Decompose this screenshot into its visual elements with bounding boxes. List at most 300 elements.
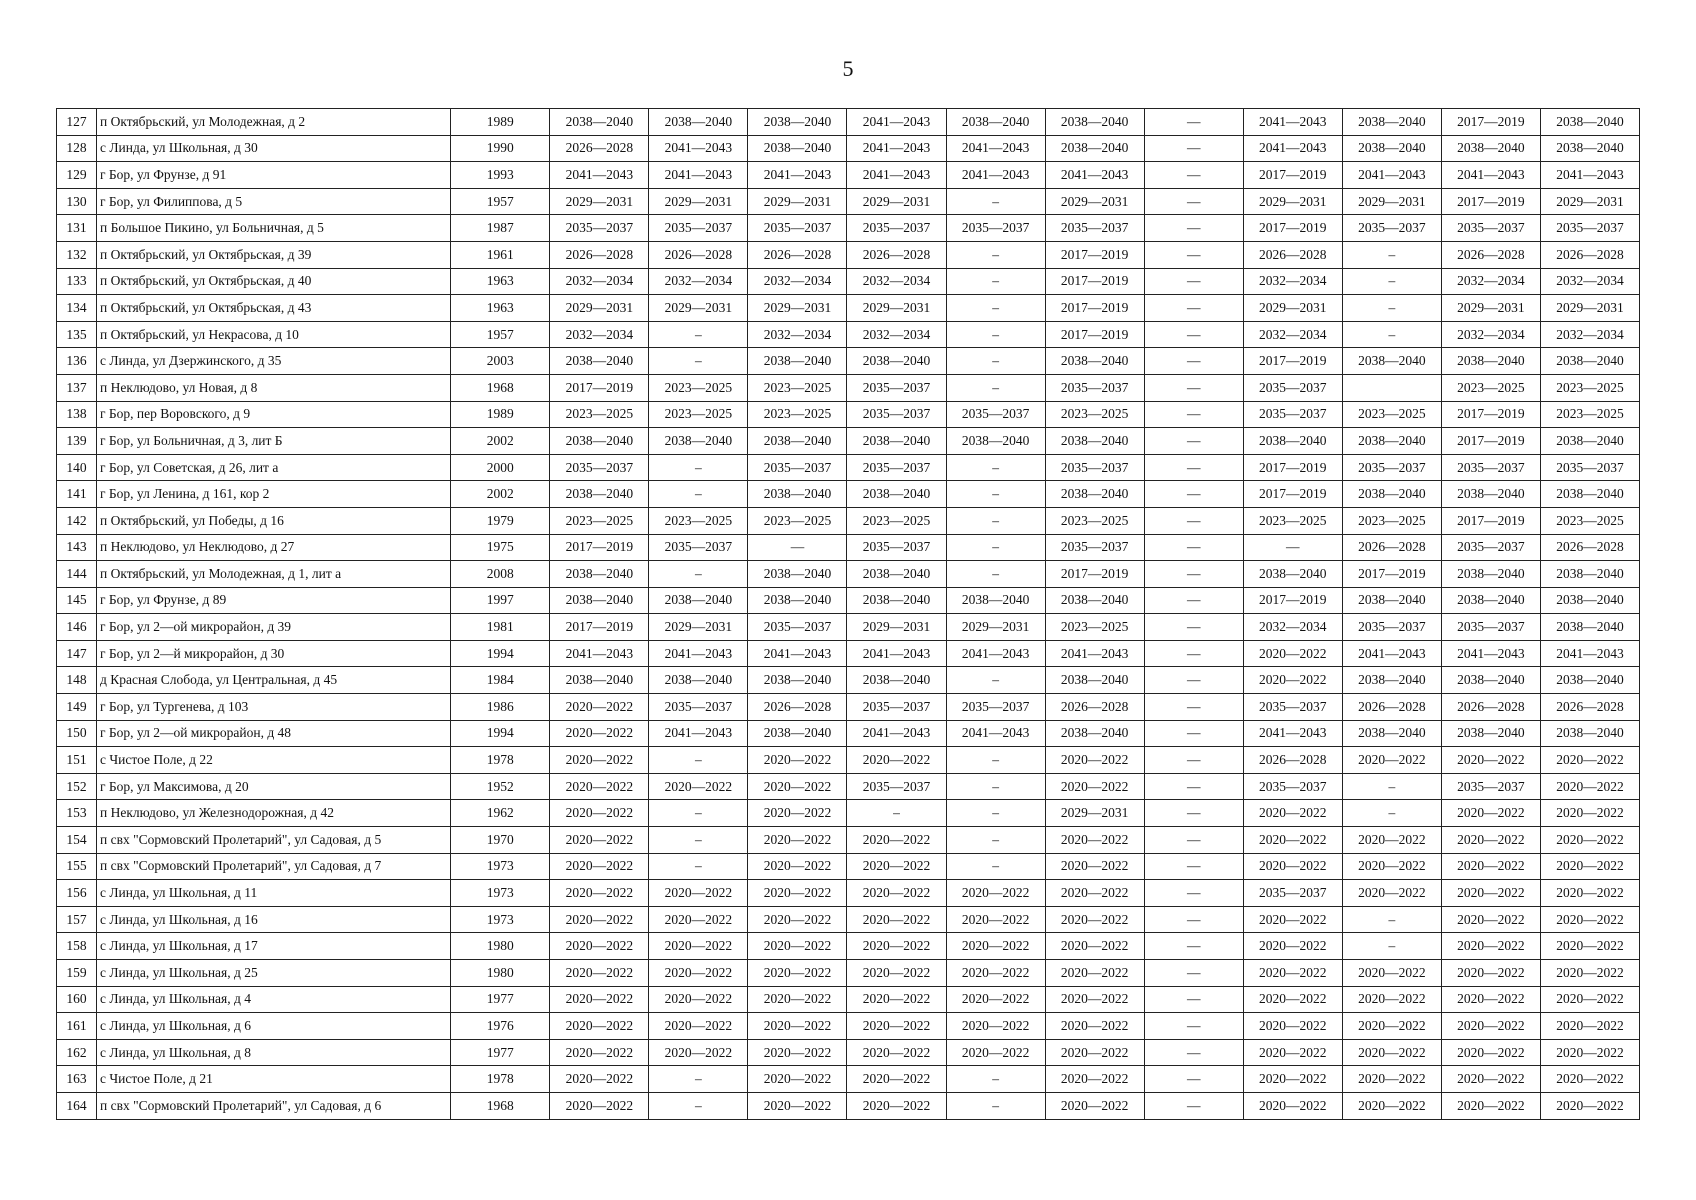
table-row: [57, 960, 1640, 987]
period-cell: —: [1144, 374, 1243, 401]
period-cell: 2038—2040: [1441, 135, 1540, 162]
period-cell: 2020—2022: [748, 1013, 847, 1040]
period-cell: —: [1243, 534, 1342, 561]
period-cell: 2020—2022: [649, 880, 748, 907]
address-cell: г Бор, ул Тургенева, д 103: [97, 694, 451, 721]
period-cell: –: [946, 454, 1045, 481]
year-cell: 1989: [451, 109, 550, 136]
period-cell: —: [1144, 1039, 1243, 1066]
period-cell: 2020—2022: [1540, 773, 1639, 800]
year-cell: 1994: [451, 720, 550, 747]
row-number-cell: 139: [57, 428, 97, 455]
period-cell: –: [649, 481, 748, 508]
period-cell: 2029—2031: [748, 188, 847, 215]
row-number-cell: 155: [57, 853, 97, 880]
period-cell: 2038—2040: [748, 348, 847, 375]
period-cell: –: [946, 1066, 1045, 1093]
period-cell: 2041—2043: [1045, 162, 1144, 189]
period-cell: —: [1144, 401, 1243, 428]
period-cell: 2023—2025: [1045, 507, 1144, 534]
period-cell: 2038—2040: [1342, 135, 1441, 162]
year-cell: 2002: [451, 428, 550, 455]
period-cell: 2032—2034: [1243, 321, 1342, 348]
period-cell: –: [847, 800, 946, 827]
period-cell: 2017—2019: [1243, 162, 1342, 189]
period-cell: 2017—2019: [1045, 321, 1144, 348]
period-cell: —: [1144, 1066, 1243, 1093]
period-cell: 2035—2037: [1342, 614, 1441, 641]
period-cell: 2032—2034: [649, 268, 748, 295]
table-row: [57, 295, 1640, 322]
period-cell: 2038—2040: [1045, 135, 1144, 162]
period-cell: 2020—2022: [1540, 800, 1639, 827]
period-cell: —: [1144, 295, 1243, 322]
period-cell: 2038—2040: [1441, 481, 1540, 508]
year-cell: 1975: [451, 534, 550, 561]
period-cell: 2038—2040: [1540, 428, 1639, 455]
period-cell: 2038—2040: [649, 428, 748, 455]
period-cell: 2038—2040: [748, 481, 847, 508]
year-cell: 1994: [451, 640, 550, 667]
period-cell: 2035—2037: [847, 694, 946, 721]
period-cell: 2020—2022: [1540, 853, 1639, 880]
period-cell: —: [1144, 986, 1243, 1013]
period-cell: 2038—2040: [1441, 587, 1540, 614]
period-cell: 2035—2037: [1243, 694, 1342, 721]
period-cell: 2041—2043: [1243, 720, 1342, 747]
period-cell: 2017—2019: [1045, 241, 1144, 268]
period-cell: 2017—2019: [1441, 428, 1540, 455]
period-cell: 2020—2022: [1441, 800, 1540, 827]
period-cell: 2020—2022: [748, 906, 847, 933]
address-cell: п Неклюдово, ул Новая, д 8: [97, 374, 451, 401]
period-cell: 2023—2025: [1540, 507, 1639, 534]
period-cell: 2020—2022: [1441, 1039, 1540, 1066]
period-cell: 2020—2022: [748, 1066, 847, 1093]
period-cell: 2038—2040: [847, 348, 946, 375]
period-cell: 2020—2022: [550, 933, 649, 960]
period-cell: 2038—2040: [550, 109, 649, 136]
row-number-cell: 137: [57, 374, 97, 401]
period-cell: 2020—2022: [1243, 933, 1342, 960]
period-cell: 2041—2043: [1441, 640, 1540, 667]
period-cell: 2020—2022: [1441, 960, 1540, 987]
period-cell: 2041—2043: [847, 162, 946, 189]
period-cell: 2020—2022: [1045, 853, 1144, 880]
row-number-cell: 144: [57, 561, 97, 588]
period-cell: 2020—2022: [1045, 773, 1144, 800]
period-cell: –: [946, 321, 1045, 348]
period-cell: 2029—2031: [1342, 188, 1441, 215]
page-number: 5: [842, 56, 854, 81]
period-cell: 2038—2040: [1342, 109, 1441, 136]
period-cell: —: [1144, 428, 1243, 455]
table-row: [57, 188, 1640, 215]
period-cell: 2035—2037: [1441, 534, 1540, 561]
period-cell: 2020—2022: [649, 960, 748, 987]
table-row: [57, 215, 1640, 242]
period-cell: 2038—2040: [1342, 348, 1441, 375]
table-row: [57, 773, 1640, 800]
period-cell: 2032—2034: [1540, 321, 1639, 348]
row-number-cell: 160: [57, 986, 97, 1013]
row-number-cell: 152: [57, 773, 97, 800]
period-cell: 2020—2022: [1441, 906, 1540, 933]
period-cell: 2032—2034: [847, 321, 946, 348]
table-row: [57, 906, 1640, 933]
period-cell: 2026—2028: [1342, 694, 1441, 721]
period-cell: 2020—2022: [649, 986, 748, 1013]
period-cell: 2038—2040: [1342, 587, 1441, 614]
period-cell: 2032—2034: [1540, 268, 1639, 295]
row-number-cell: 154: [57, 827, 97, 854]
period-cell: 2020—2022: [550, 747, 649, 774]
housing-table: [56, 108, 1640, 1120]
year-cell: 1961: [451, 241, 550, 268]
period-cell: 2032—2034: [1441, 321, 1540, 348]
year-cell: 1963: [451, 295, 550, 322]
period-cell: 2020—2022: [748, 853, 847, 880]
year-cell: 1957: [451, 188, 550, 215]
period-cell: 2020—2022: [748, 986, 847, 1013]
period-cell: 2020—2022: [1045, 1092, 1144, 1119]
period-cell: 2038—2040: [550, 481, 649, 508]
row-number-cell: 145: [57, 587, 97, 614]
period-cell: 2023—2025: [1342, 401, 1441, 428]
period-cell: 2020—2022: [1045, 906, 1144, 933]
address-cell: г Бор, пер Воровского, д 9: [97, 401, 451, 428]
row-number-cell: 146: [57, 614, 97, 641]
period-cell: 2020—2022: [946, 986, 1045, 1013]
period-cell: 2023—2025: [748, 374, 847, 401]
period-cell: 2023—2025: [649, 401, 748, 428]
year-cell: 2002: [451, 481, 550, 508]
period-cell: 2038—2040: [1243, 561, 1342, 588]
period-cell: 2041—2043: [946, 720, 1045, 747]
year-cell: 1979: [451, 507, 550, 534]
period-cell: 2041—2043: [1342, 640, 1441, 667]
period-cell: 2020—2022: [1540, 1013, 1639, 1040]
period-cell: —: [1144, 215, 1243, 242]
period-cell: –: [649, 853, 748, 880]
period-cell: –: [649, 454, 748, 481]
period-cell: —: [1144, 906, 1243, 933]
period-cell: 2020—2022: [1540, 827, 1639, 854]
period-cell: 2020—2022: [748, 960, 847, 987]
row-number-cell: 157: [57, 906, 97, 933]
address-cell: с Линда, ул Школьная, д 4: [97, 986, 451, 1013]
period-cell: 2023—2025: [1540, 374, 1639, 401]
period-cell: 2020—2022: [1441, 747, 1540, 774]
row-number-cell: 136: [57, 348, 97, 375]
row-number-cell: 149: [57, 694, 97, 721]
period-cell: 2020—2022: [847, 1092, 946, 1119]
period-cell: —: [1144, 747, 1243, 774]
period-cell: 2020—2022: [748, 1039, 847, 1066]
period-cell: 2038—2040: [847, 481, 946, 508]
period-cell: 2020—2022: [550, 906, 649, 933]
period-cell: –: [1342, 906, 1441, 933]
address-cell: п Октябрьский, ул Молодежная, д 1, лит а: [97, 561, 451, 588]
period-cell: 2035—2037: [1342, 454, 1441, 481]
period-cell: 2041—2043: [1045, 640, 1144, 667]
period-cell: 2026—2028: [1441, 694, 1540, 721]
period-cell: 2020—2022: [1243, 800, 1342, 827]
table-row: [57, 162, 1640, 189]
period-cell: 2035—2037: [1045, 454, 1144, 481]
period-cell: 2038—2040: [1342, 720, 1441, 747]
period-cell: 2020—2022: [649, 1039, 748, 1066]
period-cell: 2035—2037: [1045, 374, 1144, 401]
period-cell: 2035—2037: [946, 215, 1045, 242]
year-cell: 1984: [451, 667, 550, 694]
period-cell: 2017—2019: [1243, 481, 1342, 508]
year-cell: 1973: [451, 853, 550, 880]
period-cell: 2017—2019: [1045, 268, 1144, 295]
period-cell: —: [1144, 534, 1243, 561]
period-cell: 2026—2028: [748, 694, 847, 721]
period-cell: 2023—2025: [847, 507, 946, 534]
period-cell: 2020—2022: [1342, 1039, 1441, 1066]
period-cell: 2035—2037: [1540, 454, 1639, 481]
period-cell: —: [1144, 348, 1243, 375]
period-cell: 2023—2025: [1045, 614, 1144, 641]
year-cell: 1993: [451, 162, 550, 189]
address-cell: с Линда, ул Школьная, д 11: [97, 880, 451, 907]
period-cell: 2038—2040: [1045, 667, 1144, 694]
row-number-cell: 130: [57, 188, 97, 215]
table-row: [57, 428, 1640, 455]
period-cell: 2020—2022: [847, 1066, 946, 1093]
period-cell: 2023—2025: [550, 507, 649, 534]
table-row: [57, 587, 1640, 614]
period-cell: 2041—2043: [946, 135, 1045, 162]
address-cell: г Бор, ул Фрунзе, д 91: [97, 162, 451, 189]
period-cell: 2038—2040: [946, 428, 1045, 455]
period-cell: 2017—2019: [1441, 401, 1540, 428]
row-number-cell: 164: [57, 1092, 97, 1119]
year-cell: 1990: [451, 135, 550, 162]
period-cell: —: [1144, 667, 1243, 694]
period-cell: 2020—2022: [946, 1039, 1045, 1066]
period-cell: 2017—2019: [550, 374, 649, 401]
period-cell: –: [1342, 241, 1441, 268]
period-cell: 2038—2040: [1441, 348, 1540, 375]
period-cell: 2038—2040: [649, 667, 748, 694]
period-cell: 2035—2037: [748, 215, 847, 242]
period-cell: 2020—2022: [1540, 906, 1639, 933]
table-row: [57, 481, 1640, 508]
row-number-cell: 150: [57, 720, 97, 747]
period-cell: —: [1144, 614, 1243, 641]
period-cell: 2038—2040: [847, 587, 946, 614]
period-cell: 2029—2031: [649, 295, 748, 322]
period-cell: –: [946, 534, 1045, 561]
address-cell: с Линда, ул Школьная, д 25: [97, 960, 451, 987]
period-cell: 2035—2037: [748, 614, 847, 641]
period-cell: 2020—2022: [1540, 747, 1639, 774]
period-cell: 2038—2040: [748, 561, 847, 588]
period-cell: 2029—2031: [1243, 188, 1342, 215]
period-cell: 2032—2034: [550, 321, 649, 348]
row-number-cell: 162: [57, 1039, 97, 1066]
row-number-cell: 127: [57, 109, 97, 136]
row-number-cell: 161: [57, 1013, 97, 1040]
address-cell: п свх "Сормовский Пролетарий", ул Садовая, д 6: [97, 1092, 451, 1119]
period-cell: 2020—2022: [1342, 747, 1441, 774]
period-cell: 2038—2040: [1540, 561, 1639, 588]
period-cell: 2017—2019: [1441, 109, 1540, 136]
period-cell: 2038—2040: [1045, 348, 1144, 375]
period-cell: 2020—2022: [550, 1092, 649, 1119]
table-row: [57, 933, 1640, 960]
period-cell: 2038—2040: [550, 667, 649, 694]
period-cell: 2020—2022: [1243, 960, 1342, 987]
row-number-cell: 148: [57, 667, 97, 694]
table-row: [57, 853, 1640, 880]
row-number-cell: 128: [57, 135, 97, 162]
address-cell: г Бор, ул Ленина, д 161, кор 2: [97, 481, 451, 508]
period-cell: 2020—2022: [748, 827, 847, 854]
period-cell: 2020—2022: [550, 800, 649, 827]
period-cell: 2038—2040: [1045, 587, 1144, 614]
period-cell: 2020—2022: [1243, 827, 1342, 854]
period-cell: –: [946, 747, 1045, 774]
period-cell: 2017—2019: [1441, 188, 1540, 215]
table-row: [57, 561, 1640, 588]
period-cell: 2020—2022: [847, 906, 946, 933]
period-cell: 2035—2037: [847, 534, 946, 561]
period-cell: —: [1144, 720, 1243, 747]
period-cell: —: [1144, 507, 1243, 534]
period-cell: —: [1144, 933, 1243, 960]
period-cell: 2017—2019: [1243, 215, 1342, 242]
period-cell: 2038—2040: [1441, 667, 1540, 694]
period-cell: 2020—2022: [1441, 880, 1540, 907]
period-cell: –: [1342, 321, 1441, 348]
row-number-cell: 133: [57, 268, 97, 295]
address-cell: г Бор, ул Максимова, д 20: [97, 773, 451, 800]
period-cell: 2020—2022: [847, 1013, 946, 1040]
period-cell: 2035—2037: [1441, 215, 1540, 242]
period-cell: 2041—2043: [550, 162, 649, 189]
period-cell: –: [649, 747, 748, 774]
row-number-cell: 156: [57, 880, 97, 907]
period-cell: 2020—2022: [550, 1039, 649, 1066]
row-number-cell: 131: [57, 215, 97, 242]
table-body: [57, 109, 1640, 1120]
period-cell: 2029—2031: [946, 614, 1045, 641]
period-cell: –: [946, 481, 1045, 508]
period-cell: 2023—2025: [1540, 401, 1639, 428]
table-row: [57, 1013, 1640, 1040]
address-cell: с Линда, ул Школьная, д 17: [97, 933, 451, 960]
year-cell: 1987: [451, 215, 550, 242]
period-cell: 2020—2022: [550, 986, 649, 1013]
period-cell: 2020—2022: [1243, 640, 1342, 667]
period-cell: 2020—2022: [1540, 880, 1639, 907]
period-cell: 2020—2022: [1045, 827, 1144, 854]
period-cell: 2038—2040: [550, 587, 649, 614]
period-cell: 2020—2022: [847, 986, 946, 1013]
row-number-cell: 151: [57, 747, 97, 774]
table-row: [57, 135, 1640, 162]
period-cell: 2023—2025: [550, 401, 649, 428]
period-cell: 2038—2040: [1540, 109, 1639, 136]
period-cell: 2038—2040: [1045, 481, 1144, 508]
period-cell: 2026—2028: [748, 241, 847, 268]
address-cell: г Бор, ул Фрунзе, д 89: [97, 587, 451, 614]
period-cell: –: [946, 188, 1045, 215]
period-cell: 2020—2022: [550, 1066, 649, 1093]
period-cell: 2020—2022: [649, 906, 748, 933]
row-number-cell: 159: [57, 960, 97, 987]
period-cell: 2035—2037: [847, 215, 946, 242]
period-cell: 2020—2022: [1540, 1039, 1639, 1066]
period-cell: 2035—2037: [847, 454, 946, 481]
table-row: [57, 109, 1640, 136]
period-cell: 2020—2022: [1441, 933, 1540, 960]
address-cell: п Октябрьский, ул Молодежная, д 2: [97, 109, 451, 136]
period-cell: —: [1144, 135, 1243, 162]
table-row: [57, 534, 1640, 561]
address-cell: п свх "Сормовский Пролетарий", ул Садовая, д 7: [97, 853, 451, 880]
address-cell: с Линда, ул Школьная, д 6: [97, 1013, 451, 1040]
period-cell: 2020—2022: [1441, 1066, 1540, 1093]
period-cell: 2041—2043: [946, 162, 1045, 189]
period-cell: 2032—2034: [550, 268, 649, 295]
period-cell: 2020—2022: [1243, 1066, 1342, 1093]
period-cell: —: [1144, 694, 1243, 721]
period-cell: 2017—2019: [1243, 348, 1342, 375]
period-cell: 2017—2019: [1441, 507, 1540, 534]
year-cell: 1957: [451, 321, 550, 348]
period-cell: —: [1144, 481, 1243, 508]
period-cell: 2041—2043: [847, 640, 946, 667]
period-cell: 2026—2028: [1045, 694, 1144, 721]
year-cell: 1986: [451, 694, 550, 721]
period-cell: —: [1144, 1092, 1243, 1119]
year-cell: 1989: [451, 401, 550, 428]
period-cell: –: [946, 295, 1045, 322]
address-cell: п Октябрьский, ул Некрасова, д 10: [97, 321, 451, 348]
row-number-cell: 132: [57, 241, 97, 268]
period-cell: 2041—2043: [1243, 109, 1342, 136]
address-cell: г Бор, ул 2—й микрорайон, д 30: [97, 640, 451, 667]
period-cell: 2026—2028: [847, 241, 946, 268]
period-cell: 2035—2037: [946, 401, 1045, 428]
period-cell: –: [946, 853, 1045, 880]
period-cell: 2026—2028: [1243, 241, 1342, 268]
period-cell: 2023—2025: [649, 507, 748, 534]
period-cell: 2035—2037: [649, 694, 748, 721]
year-cell: 1980: [451, 960, 550, 987]
period-cell: 2038—2040: [1441, 561, 1540, 588]
period-cell: 2020—2022: [748, 773, 847, 800]
period-cell: 2020—2022: [847, 827, 946, 854]
period-cell: 2035—2037: [1342, 215, 1441, 242]
address-cell: с Линда, ул Школьная, д 8: [97, 1039, 451, 1066]
row-number-cell: 140: [57, 454, 97, 481]
period-cell: 2035—2037: [1045, 215, 1144, 242]
address-cell: г Бор, ул Больничная, д 3, лит Б: [97, 428, 451, 455]
row-number-cell: 158: [57, 933, 97, 960]
table-row: [57, 507, 1640, 534]
year-cell: 1968: [451, 374, 550, 401]
period-cell: 2026—2028: [550, 135, 649, 162]
period-cell: 2017—2019: [1342, 561, 1441, 588]
period-cell: 2026—2028: [1243, 747, 1342, 774]
